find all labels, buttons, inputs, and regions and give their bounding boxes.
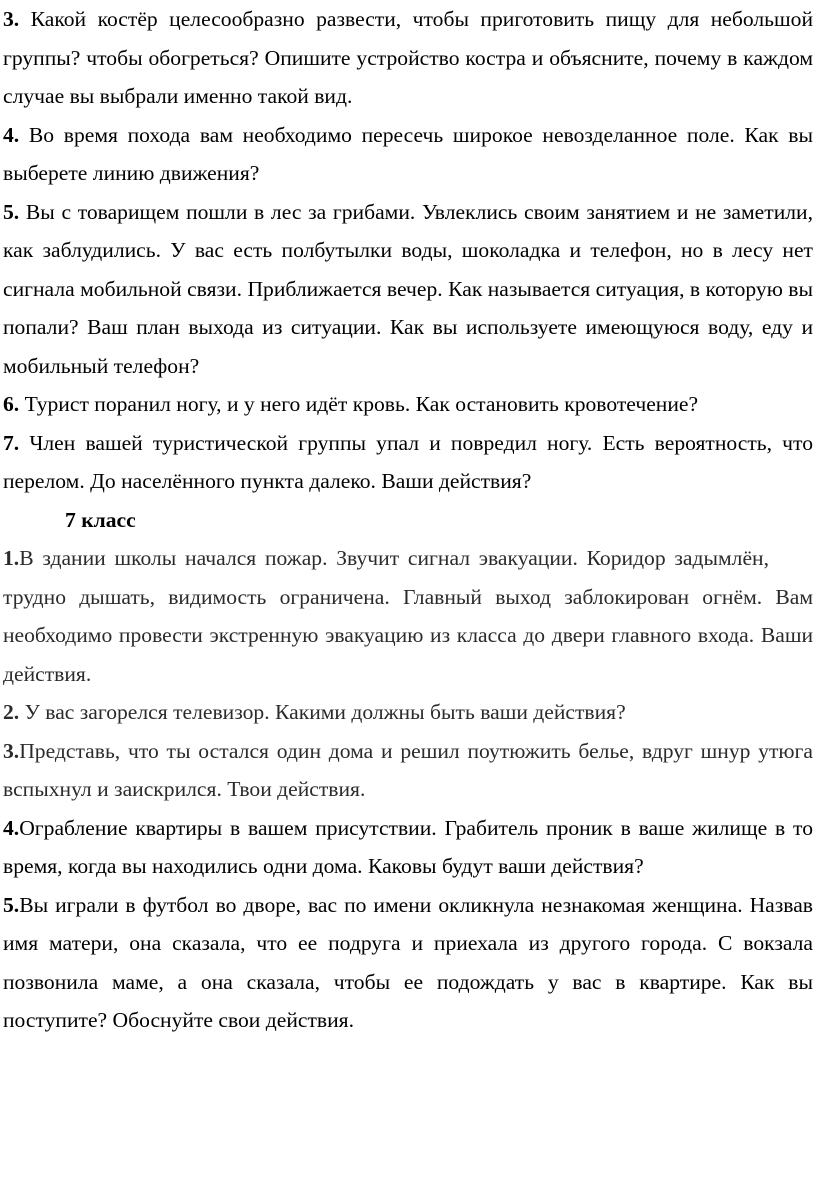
grade7-question-3 xyxy=(3,732,813,809)
grade7-question-1 xyxy=(3,539,813,693)
question-number: 7. xyxy=(3,430,20,455)
question-text: Ограбление квартиры в вашем присутствии. Грабитель проник в ваше жилище в то время, когда вы находились одни дома. Каковы будут ваши действия? xyxy=(3,815,813,878)
question-6 xyxy=(3,385,813,424)
question-number: 3. xyxy=(3,738,20,763)
question-number: 6. xyxy=(3,392,20,416)
question-text: Какой костёр целесообразно развести, чтобы приготовить пищу для небольшой группы? чтобы обогреться? Опишите устройство костра и объясните, почему в каждом случае вы выбрали именно такой вид. xyxy=(3,7,813,108)
question-number: 4. xyxy=(3,122,20,147)
question-number: 3. xyxy=(3,7,20,31)
question-text: Вы с товарищем пошли в лес за грибами. Увлеклись своим занятием и не заметили, как заблудились. У вас есть полбутылки воды, шоколадка и телефон, но в лесу нет сигнала мобильной связи. Приближается вечер. Как называется ситуация, в которую вы попали? Ваш план выхода из ситуации. Как вы используете имеющуюся воду, еду и мобильный телефон? xyxy=(3,199,813,378)
grade7-question-4 xyxy=(3,809,813,886)
question-number: 2. xyxy=(3,700,20,724)
question-3 xyxy=(3,0,813,116)
question-text: трудно дышать, видимость ограничена. Главный выход заблокирован огнём. Вам необходимо провести экстренную эвакуацию из класса до двери главного входа. Ваши действия. xyxy=(3,584,813,686)
question-number: 5. xyxy=(3,199,20,224)
question-text: У вас загорелся телевизор. Какими должны быть ваши действия? xyxy=(19,700,626,724)
question-4 xyxy=(3,116,813,193)
question-number: 4. xyxy=(3,815,20,840)
question-7 xyxy=(3,424,813,501)
question-text: Вы играли в футбол во дворе, вас по имени окликнула незнакомая женщина. Назвав имя матери, она сказала, что ее подруга и приехала из другого города. С вокзала позвонила маме, а она сказала, чтобы ее подождать у вас в квартире. Как вы поступите? Обоснуйте свои действия. xyxy=(3,892,813,1032)
question-text: Представь, что ты остался один дома и решил поутюжить белье, вдруг шнур утюга вспыхнул и заискрился. Твои действия. xyxy=(3,738,813,801)
question-text: Во время похода вам необходимо пересечь широкое невозделанное поле. Как вы выберете линию движения? xyxy=(3,122,813,185)
section-heading-grade-7: 7 класс xyxy=(65,507,136,532)
grade7-question-5 xyxy=(3,886,813,1040)
grade7-question-2 xyxy=(3,693,813,732)
question-number: 1. xyxy=(3,546,20,570)
question-number: 5. xyxy=(3,892,20,917)
question-text: Турист поранил ногу, и у него идёт кровь. Как остановить кровотечение? xyxy=(19,392,699,416)
question-text: Член вашей туристической группы упал и повредил ногу. Есть вероятность, что перелом. До населённого пункта далеко. Ваши действия? xyxy=(3,430,813,493)
question-text: В здании школы начался пожар. Звучит сигнал эвакуации. Коридор задымлён, xyxy=(19,546,769,570)
question-5 xyxy=(3,193,813,386)
